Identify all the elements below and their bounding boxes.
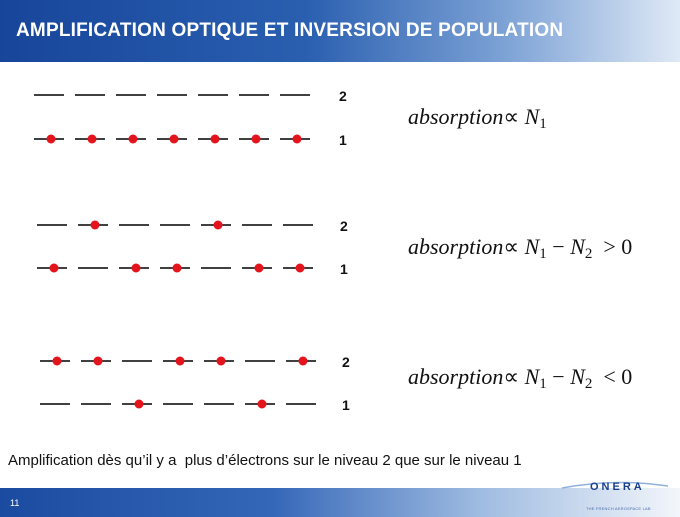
eq3-n2-sub: 2 (584, 376, 593, 392)
electron-dot (135, 400, 144, 409)
electron-dot (47, 135, 56, 144)
eq3-rel: ∝ (503, 364, 520, 389)
eq3-lhs: absorption (408, 364, 504, 389)
electron-dot (252, 135, 261, 144)
electron-dot (173, 264, 182, 273)
slide-footer (0, 488, 680, 517)
eq2-n1: N (524, 234, 540, 259)
electron-dot (217, 357, 226, 366)
onera-logo: ONERA (590, 481, 645, 493)
eq1-rel: ∝ (503, 104, 520, 129)
energy-level-diagrams (0, 62, 360, 442)
electron-dot (94, 357, 103, 366)
slide-title: AMPLIFICATION OPTIQUE ET INVERSION DE POPULATION (16, 20, 564, 41)
level-lower-label: 1 (340, 261, 348, 277)
level-lower-label: 1 (342, 397, 350, 413)
electron-dot (91, 221, 100, 230)
eq2-cmp: > (603, 234, 616, 259)
electron-dot (53, 357, 62, 366)
electron-dot (176, 357, 185, 366)
eq3-n1: N (524, 364, 540, 389)
electron-dot (132, 264, 141, 273)
electron-dot (255, 264, 264, 273)
slide-header (0, 0, 680, 62)
electron-dot (296, 264, 305, 273)
electron-dot (299, 357, 308, 366)
page-number: 11 (10, 498, 20, 508)
eq1-lhs: absorption (408, 104, 504, 129)
eq2-minus: − (552, 234, 565, 259)
level-upper-label: 2 (339, 88, 347, 104)
electron-dot (170, 135, 179, 144)
electron-dot (293, 135, 302, 144)
eq1-n-sub: 1 (539, 116, 547, 132)
onera-logo-tagline: THE FRENCH AEROSPACE LAB (586, 506, 651, 511)
eq2-rhs: 0 (621, 234, 633, 259)
level-upper-label: 2 (342, 354, 350, 370)
eq3-n1-sub: 1 (539, 376, 547, 392)
electron-dot (129, 135, 138, 144)
equation-1 (408, 104, 547, 133)
electron-dot (214, 221, 223, 230)
eq1-n: N (524, 104, 540, 129)
eq3-rhs: 0 (621, 364, 633, 389)
equation-2 (408, 234, 632, 263)
eq2-rel: ∝ (503, 234, 520, 259)
eq2-lhs: absorption (408, 234, 504, 259)
electron-dot (50, 264, 59, 273)
electron-dot (88, 135, 97, 144)
level-upper-label: 2 (340, 218, 348, 234)
electron-dot (211, 135, 220, 144)
eq2-n2: N (570, 234, 585, 259)
slide-caption: Amplification dès qu’il y a plus d’électrons sur le niveau 2 que sur le niveau 1 (8, 452, 522, 469)
eq3-cmp: < (603, 364, 616, 389)
eq3-minus: − (552, 364, 565, 389)
electron-dot (258, 400, 267, 409)
eq3-n2: N (570, 364, 585, 389)
eq2-n2-sub: 2 (584, 246, 593, 262)
level-lower-label: 1 (339, 132, 347, 148)
equation-3 (408, 364, 632, 393)
eq2-n1-sub: 1 (539, 246, 547, 262)
